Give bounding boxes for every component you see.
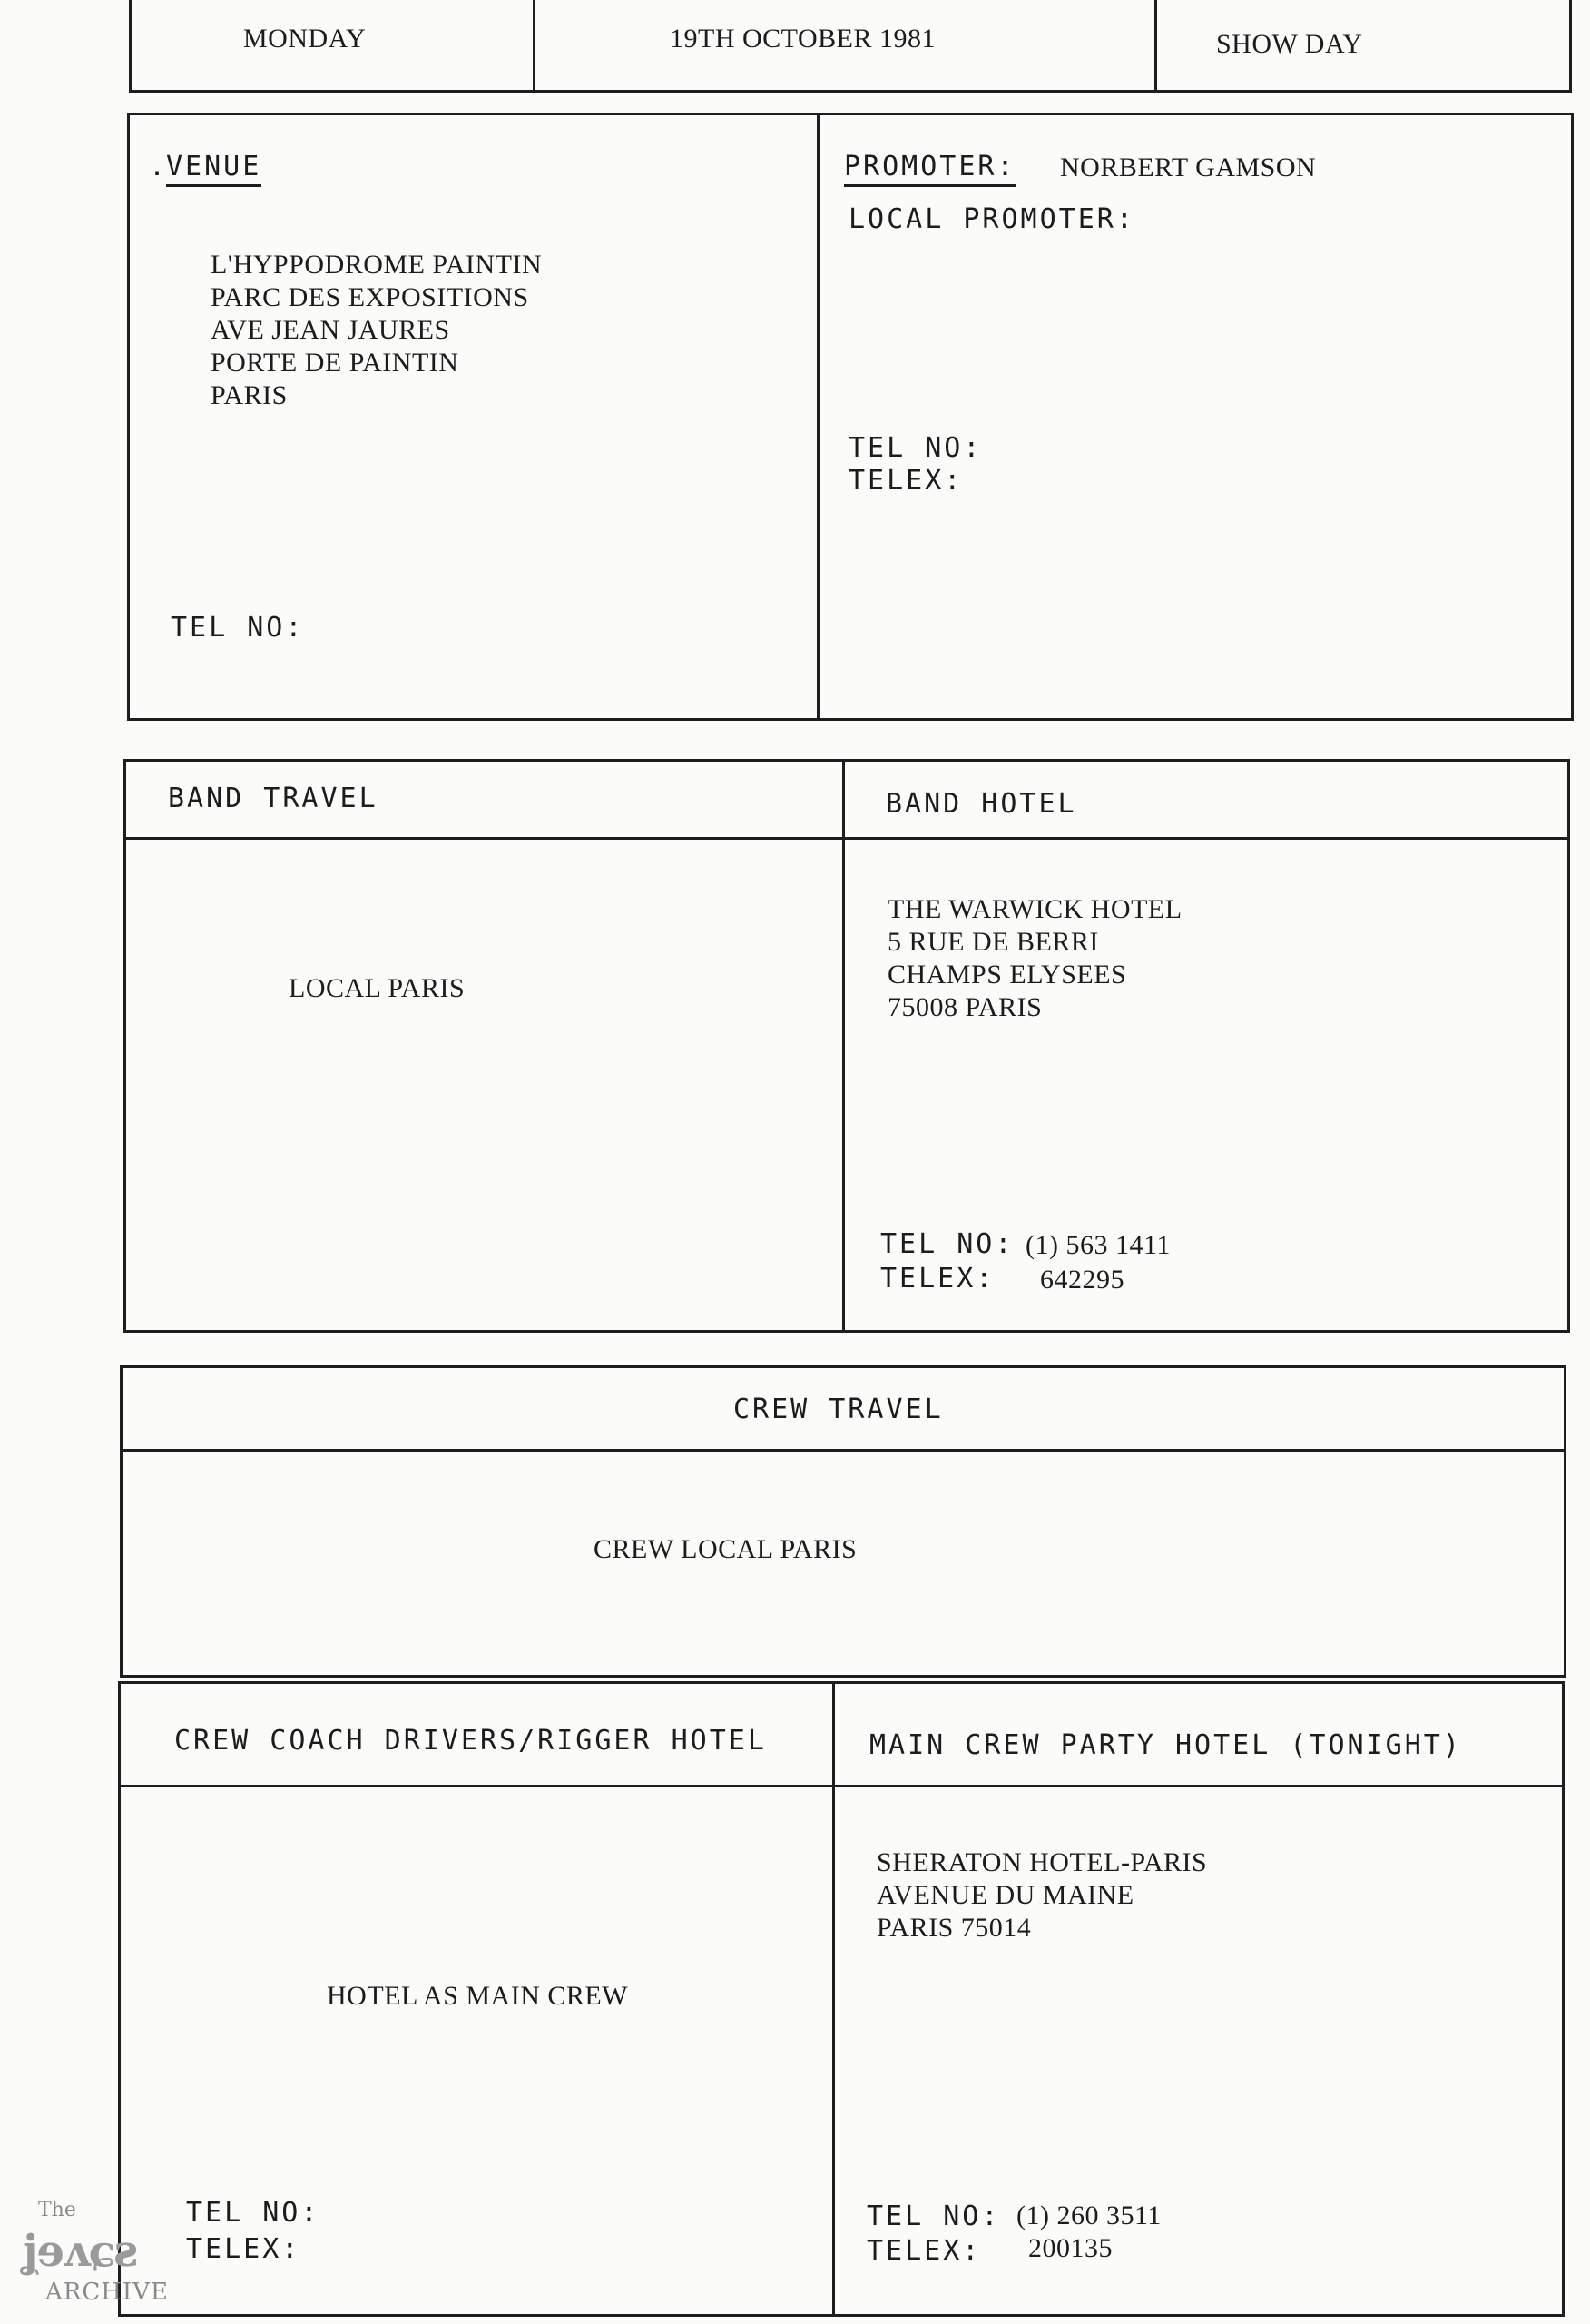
crew-travel-heading: CREW TRAVEL — [733, 1393, 944, 1425]
crew-coach-details: HOTEL AS MAIN CREW — [327, 1981, 629, 2011]
header-show-type: SHOW DAY — [1216, 29, 1363, 59]
address-line: 75008 PARIS — [888, 992, 1043, 1022]
band-hotel-tel-label: TEL NO: — [880, 1228, 1015, 1260]
venue-heading: VENUE — [166, 151, 261, 187]
address-line: PARC DES EXPOSITIONS — [211, 282, 529, 312]
address-line: PARIS 75014 — [877, 1913, 1032, 1943]
crew-travel-header-rule — [120, 1449, 1566, 1452]
band-divider — [842, 759, 845, 1333]
crew-coach-heading: CREW COACH DRIVERS/RIGGER HOTEL — [174, 1725, 767, 1757]
band-box — [123, 759, 1570, 1333]
watermark-archive: ARCHIVE — [45, 2279, 169, 2306]
band-travel-heading: BAND TRAVEL — [168, 783, 378, 814]
promoter-telex-label: TELEX: — [849, 465, 964, 497]
address-line: SHERATON HOTEL-PARIS — [877, 1847, 1208, 1877]
address-line: PARIS — [211, 380, 288, 410]
main-crew-tel-value: (1) 260 3511 — [1016, 2201, 1162, 2230]
crew-travel-details: CREW LOCAL PARIS — [594, 1534, 858, 1564]
band-header-rule — [123, 837, 1570, 840]
address-line: 5 RUE DE BERRI — [888, 927, 1099, 957]
crew-coach-tel-label: TEL NO: — [186, 2197, 320, 2229]
crew-coach-telex-label: TELEX: — [186, 2233, 301, 2265]
local-promoter-label: LOCAL PROMOTER: — [849, 203, 1135, 235]
header-day: MONDAY — [243, 24, 367, 54]
band-hotel-tel-value: (1) 563 1411 — [1026, 1230, 1171, 1260]
band-hotel-address — [888, 893, 1183, 1024]
address-line: L'HYPPODROME PAINTIN — [211, 250, 543, 280]
venue-address — [211, 249, 542, 412]
address-line: THE WARWICK HOTEL — [888, 894, 1183, 924]
promoter-tel-label: TEL NO: — [849, 432, 983, 464]
address-line: AVE JEAN JAURES — [211, 315, 450, 345]
crew-hotels-divider — [832, 1681, 835, 2317]
venue-tel-label: TEL NO: — [171, 612, 305, 644]
address-line: AVENUE DU MAINE — [877, 1880, 1134, 1910]
band-travel-details: LOCAL PARIS — [289, 973, 466, 1003]
header-divider — [1154, 0, 1157, 91]
watermark-the: The — [38, 2199, 76, 2221]
address-line: CHAMPS ELYSEES — [888, 960, 1127, 990]
promoter-heading: PROMOTER: — [844, 151, 1016, 187]
address-line: PORTE DE PAINTIN — [211, 348, 459, 378]
promoter-name: NORBERT GAMSON — [1060, 153, 1317, 182]
crew-hotels-header-rule — [118, 1785, 1565, 1787]
band-hotel-telex-value: 642295 — [1040, 1265, 1124, 1295]
main-crew-telex-value: 200135 — [1028, 2233, 1113, 2263]
header-date: 19TH OCTOBER 1981 — [670, 24, 936, 54]
main-crew-address — [877, 1846, 1207, 1945]
header-divider — [533, 0, 535, 91]
venue-bullet: . — [149, 151, 169, 182]
main-crew-telex-label: TELEX: — [867, 2235, 982, 2267]
watermark-logo-icon: ʝɘʌɕƨ — [22, 2226, 136, 2277]
archive-watermark — [18, 2193, 191, 2311]
main-crew-heading: MAIN CREW PARTY HOTEL (TONIGHT) — [869, 1729, 1462, 1761]
band-hotel-telex-label: TELEX: — [880, 1263, 996, 1295]
main-crew-tel-label: TEL NO: — [867, 2201, 1001, 2232]
band-hotel-heading: BAND HOTEL — [886, 788, 1077, 820]
venue-promoter-divider — [817, 113, 820, 721]
